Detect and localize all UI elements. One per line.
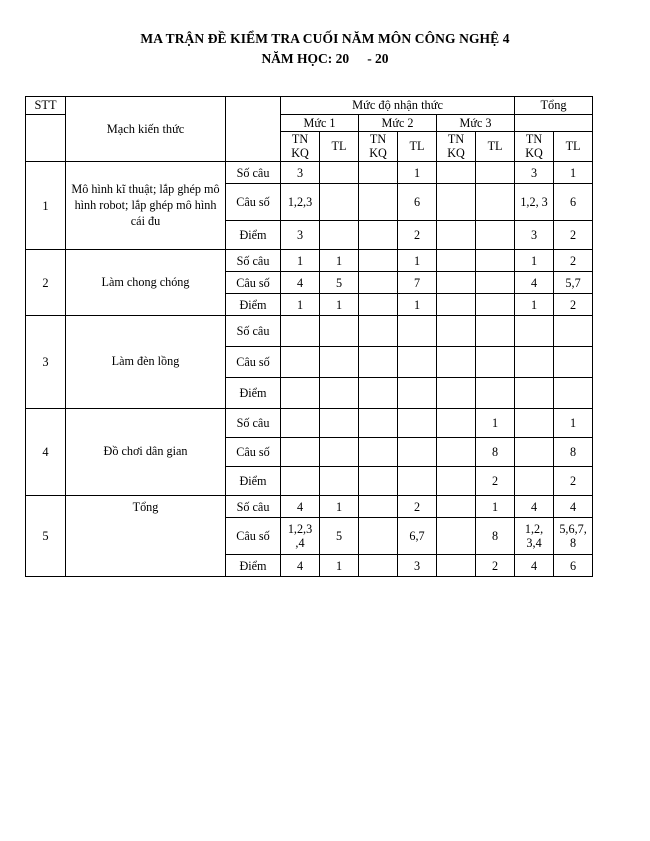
cell-cau-so-m3-tl	[476, 184, 515, 221]
cell-cau-so-m1-tnkq: 1,2,3	[281, 184, 320, 221]
cell-diem-m1-tl	[320, 467, 359, 496]
cell-cau-so-m3-tnkq	[437, 518, 476, 555]
cell-so-cau-m3-tl: 1	[476, 409, 515, 438]
cell-cau-so-m3-tl: 8	[476, 518, 515, 555]
cell-diem-m2-tnkq	[359, 294, 398, 316]
cell-diem-m2-tnkq	[359, 467, 398, 496]
cell-cau-so-m1-tnkq: 1,2,3 ,4	[281, 518, 320, 555]
topic-name: Mô hình kĩ thuật; lắp ghép mô hình robot; lắp ghép mô hình cái đu	[66, 162, 226, 250]
cell-so-cau-tong-tnkq	[515, 316, 554, 347]
header-stt: STT	[26, 97, 66, 115]
cell-cau-so-m1-tl	[320, 184, 359, 221]
row-number: 3	[26, 316, 66, 409]
cell-so-cau-m1-tl: 1	[320, 250, 359, 272]
cell-cau-so-m1-tnkq	[281, 347, 320, 378]
cell-cau-so-m2-tnkq	[359, 518, 398, 555]
table-body	[26, 162, 593, 577]
cell-so-cau-m2-tnkq	[359, 496, 398, 518]
cell-diem-m1-tl: 1	[320, 294, 359, 316]
cell-cau-so-m3-tnkq	[437, 438, 476, 467]
cell-cau-so-m1-tl	[320, 347, 359, 378]
cell-so-cau-m1-tnkq	[281, 409, 320, 438]
cell-cau-so-tong-tl: 6	[554, 184, 593, 221]
cell-diem-tong-tnkq	[515, 378, 554, 409]
cell-cau-so-m2-tl: 6	[398, 184, 437, 221]
cell-diem-m1-tl	[320, 378, 359, 409]
cell-cau-so-m1-tl	[320, 438, 359, 467]
header-m2-tl: TL	[398, 132, 437, 162]
metric-label-so-cau: Số câu	[226, 409, 281, 438]
cell-so-cau-m1-tl: 1	[320, 496, 359, 518]
cell-diem-tong-tnkq	[515, 467, 554, 496]
metric-label-so-cau: Số câu	[226, 316, 281, 347]
cell-so-cau-m1-tl	[320, 409, 359, 438]
header-tong-tnkq: TN KQ	[515, 132, 554, 162]
cell-cau-so-tong-tl: 5,6,7, 8	[554, 518, 593, 555]
cell-diem-m3-tl	[476, 378, 515, 409]
cell-diem-tong-tl: 2	[554, 467, 593, 496]
cell-cau-so-m3-tl	[476, 272, 515, 294]
header-level-1: Mức 1	[281, 114, 359, 131]
cell-diem-tong-tl	[554, 378, 593, 409]
row-number: 4	[26, 409, 66, 496]
metric-label-cau-so: Câu số	[226, 438, 281, 467]
cell-diem-tong-tl: 6	[554, 555, 593, 577]
header-topic: Mạch kiến thức	[66, 97, 226, 162]
cell-diem-m2-tl: 3	[398, 555, 437, 577]
cell-so-cau-tong-tnkq: 1	[515, 250, 554, 272]
school-year-suffix: - 20	[367, 50, 389, 66]
cell-so-cau-tong-tl: 1	[554, 409, 593, 438]
cell-so-cau-m2-tnkq	[359, 409, 398, 438]
header-level-3: Mức 3	[437, 114, 515, 131]
cell-cau-so-m3-tl: 8	[476, 438, 515, 467]
cell-so-cau-m2-tl: 2	[398, 496, 437, 518]
cell-cau-so-m2-tl	[398, 438, 437, 467]
cell-cau-so-m2-tnkq	[359, 184, 398, 221]
cell-so-cau-m2-tnkq	[359, 316, 398, 347]
cell-so-cau-m1-tnkq: 3	[281, 162, 320, 184]
cell-cau-so-m2-tl: 7	[398, 272, 437, 294]
cell-cau-so-tong-tl: 8	[554, 438, 593, 467]
cell-diem-m1-tl	[320, 221, 359, 250]
cell-cau-so-m2-tnkq	[359, 272, 398, 294]
cell-diem-m2-tl: 1	[398, 294, 437, 316]
cell-diem-m3-tl: 2	[476, 467, 515, 496]
cell-cau-so-tong-tnkq: 1,2, 3	[515, 184, 554, 221]
header-stt-spacer	[26, 114, 66, 162]
metric-label-diem: Điểm	[226, 378, 281, 409]
table-row	[26, 316, 593, 347]
cell-cau-so-m3-tl	[476, 347, 515, 378]
metric-label-so-cau: Số câu	[226, 250, 281, 272]
cell-diem-m2-tl	[398, 378, 437, 409]
cell-cau-so-tong-tnkq: 1,2, 3,4	[515, 518, 554, 555]
cell-diem-m3-tl	[476, 294, 515, 316]
cell-cau-so-m1-tnkq	[281, 438, 320, 467]
header-level-2: Mức 2	[359, 114, 437, 131]
cell-so-cau-tong-tnkq: 4	[515, 496, 554, 518]
cell-cau-so-m3-tnkq	[437, 272, 476, 294]
metric-label-cau-so: Câu số	[226, 272, 281, 294]
header-m2-tnkq: TN KQ	[359, 132, 398, 162]
cell-diem-m2-tl	[398, 467, 437, 496]
cell-diem-m1-tl: 1	[320, 555, 359, 577]
cell-diem-m1-tnkq: 3	[281, 221, 320, 250]
cell-cau-so-tong-tl	[554, 347, 593, 378]
cell-diem-m1-tnkq: 4	[281, 555, 320, 577]
cell-cau-so-tong-tnkq: 4	[515, 272, 554, 294]
row-number: 1	[26, 162, 66, 250]
cell-diem-m2-tnkq	[359, 378, 398, 409]
header-m1-tnkq: TN KQ	[281, 132, 320, 162]
cell-so-cau-tong-tnkq	[515, 409, 554, 438]
page-title: MA TRẬN ĐỀ KIỂM TRA CUỐI NĂM MÔN CÔNG NGHỆ 4	[140, 31, 510, 46]
row-number: 5	[26, 496, 66, 577]
cell-cau-so-tong-tnkq	[515, 438, 554, 467]
table-header	[26, 97, 593, 162]
cell-so-cau-m1-tnkq	[281, 316, 320, 347]
table-row	[26, 250, 593, 272]
cell-cau-so-m2-tl: 6,7	[398, 518, 437, 555]
cell-so-cau-tong-tl: 2	[554, 250, 593, 272]
table-row	[26, 496, 593, 518]
cell-so-cau-m3-tnkq	[437, 409, 476, 438]
header-total-spacer	[515, 114, 593, 131]
table-row	[26, 162, 593, 184]
cell-cau-so-m2-tnkq	[359, 347, 398, 378]
header-metric-spacer	[226, 97, 281, 162]
cell-so-cau-m1-tnkq: 4	[281, 496, 320, 518]
cell-cau-so-tong-tl: 5,7	[554, 272, 593, 294]
metric-label-diem: Điểm	[226, 294, 281, 316]
header-m1-tl: TL	[320, 132, 359, 162]
metric-label-cau-so: Câu số	[226, 184, 281, 221]
cell-diem-tong-tl: 2	[554, 294, 593, 316]
cell-so-cau-tong-tl	[554, 316, 593, 347]
topic-name: Đồ chơi dân gian	[66, 409, 226, 496]
cell-diem-m3-tnkq	[437, 221, 476, 250]
cell-so-cau-m3-tl	[476, 316, 515, 347]
topic-name: Tổng	[66, 496, 226, 577]
cell-diem-tong-tnkq: 1	[515, 294, 554, 316]
cell-so-cau-m2-tl: 1	[398, 162, 437, 184]
cell-diem-m2-tnkq	[359, 555, 398, 577]
topic-name: Làm chong chóng	[66, 250, 226, 316]
cell-so-cau-m1-tl	[320, 316, 359, 347]
cell-so-cau-m2-tnkq	[359, 250, 398, 272]
cell-cau-so-m3-tnkq	[437, 184, 476, 221]
cell-so-cau-tong-tl: 1	[554, 162, 593, 184]
header-m3-tl: TL	[476, 132, 515, 162]
metric-label-cau-so: Câu số	[226, 347, 281, 378]
cell-cau-so-m1-tnkq: 4	[281, 272, 320, 294]
school-year-prefix: NĂM HỌC: 20	[261, 50, 350, 66]
cell-so-cau-m3-tl	[476, 250, 515, 272]
cell-diem-m3-tnkq	[437, 378, 476, 409]
cell-so-cau-m3-tnkq	[437, 250, 476, 272]
cell-diem-tong-tnkq: 3	[515, 221, 554, 250]
cell-so-cau-m2-tl: 1	[398, 250, 437, 272]
cell-diem-m3-tnkq	[437, 555, 476, 577]
metric-label-so-cau: Số câu	[226, 496, 281, 518]
cell-so-cau-m3-tnkq	[437, 162, 476, 184]
matrix-table-container	[25, 96, 590, 577]
cell-so-cau-m2-tl	[398, 316, 437, 347]
cell-so-cau-m3-tl	[476, 162, 515, 184]
cell-cau-so-tong-tnkq	[515, 347, 554, 378]
cell-diem-tong-tl: 2	[554, 221, 593, 250]
cell-diem-m3-tnkq	[437, 467, 476, 496]
metric-label-cau-so: Câu số	[226, 518, 281, 555]
table-row	[26, 409, 593, 438]
cell-diem-tong-tnkq: 4	[515, 555, 554, 577]
cell-so-cau-m1-tl	[320, 162, 359, 184]
cell-diem-m1-tnkq	[281, 467, 320, 496]
cell-so-cau-m3-tl: 1	[476, 496, 515, 518]
header-cognitive-levels: Mức độ nhận thức	[281, 97, 515, 115]
cell-so-cau-tong-tl: 4	[554, 496, 593, 518]
cell-so-cau-m3-tnkq	[437, 496, 476, 518]
cell-so-cau-m3-tnkq	[437, 316, 476, 347]
exam-matrix-table	[25, 96, 593, 577]
cell-diem-m2-tnkq	[359, 221, 398, 250]
metric-label-so-cau: Số câu	[226, 162, 281, 184]
cell-cau-so-m1-tl: 5	[320, 272, 359, 294]
cell-diem-m2-tl: 2	[398, 221, 437, 250]
cell-so-cau-tong-tnkq: 3	[515, 162, 554, 184]
cell-diem-m3-tnkq	[437, 294, 476, 316]
cell-diem-m3-tl	[476, 221, 515, 250]
cell-diem-m1-tnkq	[281, 378, 320, 409]
cell-so-cau-m2-tnkq	[359, 162, 398, 184]
metric-label-diem: Điểm	[226, 467, 281, 496]
row-number: 2	[26, 250, 66, 316]
metric-label-diem: Điểm	[226, 221, 281, 250]
header-tong-tl: TL	[554, 132, 593, 162]
cell-cau-so-m3-tnkq	[437, 347, 476, 378]
header-row-top	[26, 97, 593, 115]
cell-diem-m3-tl: 2	[476, 555, 515, 577]
cell-cau-so-m1-tl: 5	[320, 518, 359, 555]
cell-so-cau-m2-tl	[398, 409, 437, 438]
cell-diem-m1-tnkq: 1	[281, 294, 320, 316]
cell-cau-so-m2-tl	[398, 347, 437, 378]
page-subtitle	[0, 48, 650, 68]
header-m3-tnkq: TN KQ	[437, 132, 476, 162]
metric-label-diem: Điểm	[226, 555, 281, 577]
header-total: Tổng	[515, 97, 593, 115]
cell-so-cau-m1-tnkq: 1	[281, 250, 320, 272]
topic-name: Làm đèn lồng	[66, 316, 226, 409]
cell-cau-so-m2-tnkq	[359, 438, 398, 467]
